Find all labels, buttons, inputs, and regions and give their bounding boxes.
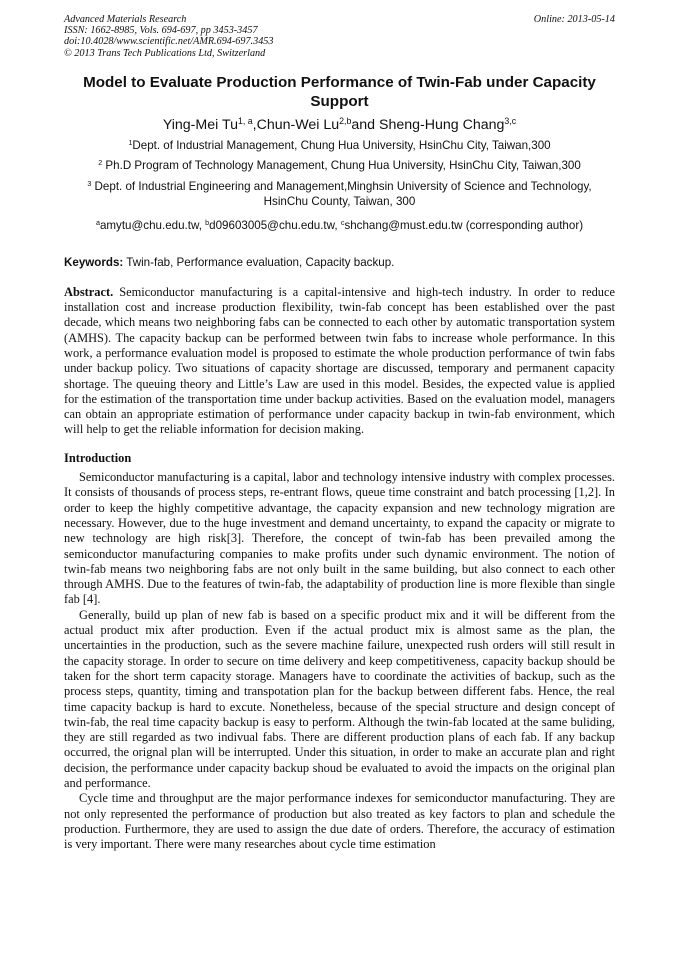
affiliation-text: Dept. of Industrial Engineering and Management,Minghsin University of Science and Technology, HsinChu County, Taiwan, 300 [91,179,592,209]
body-paragraph: Generally, build up plan of new fab is based on a specific product mix and it will be different from the actual product mix after production. Even if the actual product mix is almost same as the plan, the uncertainties in the production, such as the severe machine failure, unexpected rush orders will still result in the capacity storage. In order to secure on time delivery and keep competitiveness, capacity backup should be taken for the short term capacity storage. Managers have to coordinate the activities of backup, such as the process steps, quantity, timing and transpotation plan for the backup between different fabs. Hence, the real time capacity backup is hard to excute. Nonetheless, because of the special structure and design concept of twin-fab, the real time capacity backup is easy to perform. Although the twin-fab located at the same buliding, they are still regarded as two indivual fabs. There are different production plans of each fab. If any backup occurred, the orignal plan will be interrupted. Under this situation, in order to make an accurate plan and right decision, the performance under capacity backup shoud be evaluated to avoid the impacts on the original plan and performance. [64,607,615,791]
body-paragraph: Cycle time and throughput are the major performance indexes for semiconductor manufacturing. They are not only represented the performance of production but also treated as key factors to plan and schedule the production. Furthermore, they are used to assign the due date of orders. Therefore, the accuracy of estimation is very important. There were many researches about cycle time estimation [64,791,615,852]
abstract [64,285,615,438]
author-name: and Sheng-Hung Chang [351,116,505,133]
author-emails [64,218,615,233]
affiliation-text: Ph.D Program of Technology Management, Chung Hua University, HsinChu City, Taiwan,300 [102,159,581,173]
email-link[interactable]: amytu@chu.edu.tw, [99,218,206,232]
author-marker: 1, a [237,115,253,126]
author-name: Ying-Mei Tu [162,116,238,133]
author-name: ,Chun-Wei Lu [252,116,340,133]
journal-name: Advanced Materials Research [64,14,187,25]
online-date: Online: 2013-05-14 [533,14,615,25]
abstract-text: Semiconductor manufacturing is a capital-intensive and high-tech industry. In order to reduce installation cost and increase production flexibility, twin-fab concept has been established over the past decade, which means two neighboring fabs can be connected to each other by automatic transportation system (AMHS). The capacity backup can be performed between twin fabs to increase whole performance. In this work, a performance evaluation model is proposed to estimate the whole production performance of twin fabs under backup policy. Two situations of capacity shortage are discussed, temporary and permanent capacity shortage. The queuing theory and Little’s Law are used in this model. Besides, the expected value is applied for the estimation of the transportation time under backup activities. Based on the evaluation model, managers can obtain an appropriate estimation of performance under capacity backup in twin-fab environment, which will help to get the reliable information for decision making. [64,284,615,437]
author-marker: 3,c [504,115,517,126]
affiliation-marker: 3 [87,178,92,188]
email-link[interactable]: shchang@must.edu.tw (corresponding author) [344,218,584,232]
affiliation-text: Dept. of Industrial Management, Chung Hua University, HsinChu City, Taiwan,300 [132,138,551,152]
keywords [64,255,615,270]
issn-line: ISSN: 1662-8985, Vols. 694-697, pp 3453-3457 [64,25,258,37]
affiliation-marker: 2 [98,158,103,168]
affiliation-1 [64,138,615,154]
keywords-label: Keywords: [64,255,124,269]
author-list [64,116,615,134]
abstract-label: Abstract. [64,284,114,299]
affiliation-2 [64,158,615,174]
section-heading-introduction: Introduction [64,450,132,465]
author-marker: 2,b [339,115,352,126]
doi-line[interactable]: doi:10.4028/www.scientific.net/AMR.694-697.3453 [64,36,274,48]
affiliation-3 [64,179,615,210]
keywords-text: Twin-fab, Performance evaluation, Capacity backup. [123,255,395,269]
email-marker: a [95,217,100,227]
email-marker: b [205,217,210,227]
affiliation-marker: 1 [128,137,133,147]
body-paragraph: Semiconductor manufacturing is a capital, labor and technology intensive industry with complex processes. It consists of thousands of process steps, re-entrant flows, queue time constraint and batch processing [1,2]. In order to keep the highly competitive advantage, the capacity expansion and new technology migration are necessary. However, due to the huge investment and demand uncertainty, to expand the capacity or migrate to new technology are high risk[3]. Therefore, the concept of twin-fab has been prevailed among the semiconductor manufacturing companies to make profits under such dynamic environment. The notion of twin-fab means two neighboring fabs are not only built in the same building, but also connect to each other through AMHS. Due to the features of twin-fab, the adaptability of production line is more flexible than single fab [4]. [64,470,615,607]
paper-title: Model to Evaluate Production Performance of Twin-Fab under Capacity Support [83,73,596,110]
publication-info [64,14,273,59]
copyright-line: © 2013 Trans Tech Publications Ltd, Switzerland [64,47,266,59]
running-header [64,14,615,59]
email-link[interactable]: d09603005@chu.edu.tw, [209,218,341,232]
email-marker: c [340,217,345,227]
